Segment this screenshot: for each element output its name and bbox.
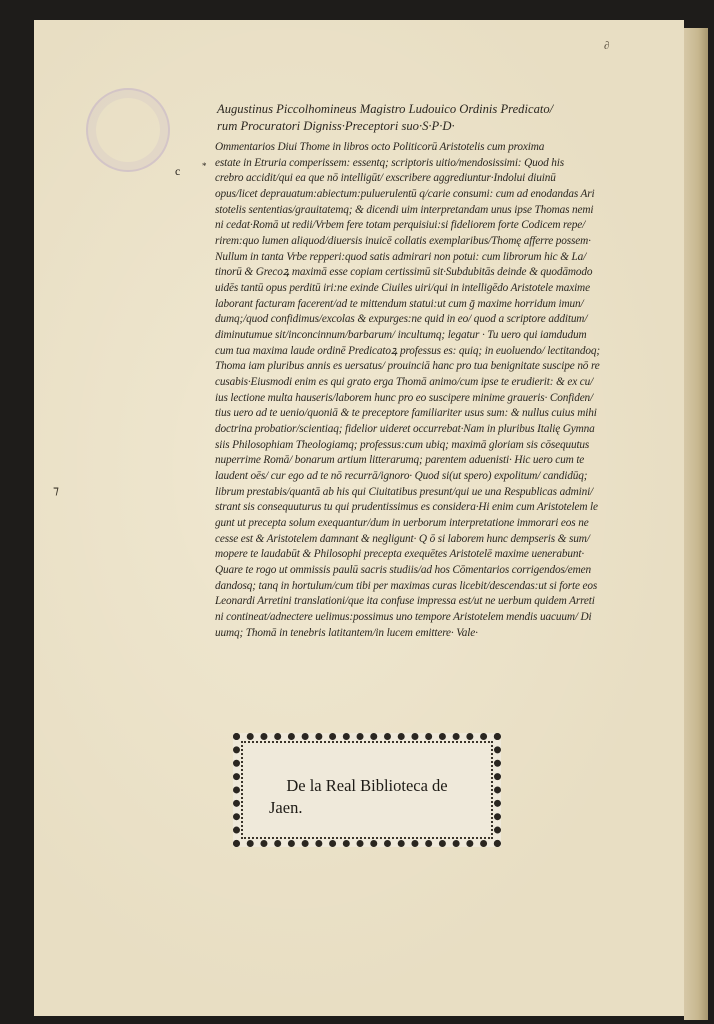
text-line: nuperrime Romā/ bonarum artium litterarumq; parentem aduenisti· Hic uero cum te: [215, 454, 585, 467]
folio-mark: ∂: [604, 40, 610, 52]
text-line: ni contineat/adnectere uelimus:possimus uno tempore Aristotelem mendis uacuum/ Di: [215, 611, 592, 624]
dedication-heading: [217, 101, 607, 135]
text-line: estate in Etruria comperissem: essentq; scriptoris uitio/mendosissimi: Quod his: [215, 156, 565, 169]
label-text: [233, 775, 501, 819]
text-line: Ommentarios Diui Thome in libros octo Politicorū Aristotelis cum proxima: [215, 141, 545, 153]
text-line: doctrina probatior/scientiaq; fidelior uideret occurrebat·Nam in pluribus Italię Gymna: [215, 423, 595, 436]
library-ownership-label: [233, 733, 501, 847]
label-line-1: De la Real Biblioteca de: [286, 776, 448, 795]
text-line: ni cedat·Romā ut redii/Vrbem fere totam perquisiui:si fideliorem forte Codicem repe/: [215, 219, 586, 232]
text-line: stotelis sententias/grauitatemq; & dicendi uim interpretandam unus ipse Thomas nemi: [215, 203, 594, 216]
heading-line-1: Augustinus Piccolhomineus Magistro Ludouico Ordinis Predicato/: [217, 102, 554, 116]
initial-guide-letter: c: [175, 164, 181, 178]
text-line: Quare te rogo ut ommissis paulū sacris studiis/ad hos Cōmentarios corrigendos/emen: [215, 564, 591, 577]
asterisk-mark: *: [202, 161, 207, 171]
text-line: laudent oēs/ cur ego ad te nō recurrā/ignoro· Quod si(ut spero) expolitum/ candidūq;: [215, 470, 588, 483]
text-line: strant sis consequuturus tu qui prudentissimus es considera·Hi enim cum Aristotelem le: [215, 501, 598, 514]
label-line-2: Jaen.: [269, 798, 303, 817]
text-line: laborant facturam facerent/ad te mittendum statui:ut cum ḡ maxime horridum imun/: [215, 297, 584, 310]
text-line: mopere te laudabūt & Philosophi precepta exequētes Aristotelē maxime uenerabunt·: [215, 548, 585, 561]
text-line: Thoma iam pluribus annis es uersatus/ prouinciā hanc pro tua benignitate suscipe nō re: [215, 360, 600, 373]
text-line: cusabis·Eiusmodi enim es qui grato erga Thomā animo/cum ipse te erudierit: & ex cu/: [215, 376, 594, 389]
text-line: cum tua maxima laude ordinē Predicatoꝝ professus es: quiq; in euoluendo/ lectitandoq;: [215, 344, 601, 357]
letter-body: [215, 140, 607, 642]
text-line: rirem:quo lumen aliquod/diuersis inuicē collatis exemplaribus/Thomę afferre possem·: [215, 235, 591, 248]
text-line: uumq; Thomā in tenebris latitantem/in lucem emittere· Vale·: [215, 626, 478, 639]
text-line: siis Philosophiam Theologiamq; professus:cum ubiq; maximā gloriam sis cōsequutus: [215, 438, 590, 451]
text-line: ius lectione multa hauseris/laborem hunc pro eo suscipere minime graueris· Confiden/: [215, 391, 594, 404]
text-line: Nullum in tanta Vrbe repperi:quod satis admirari non potui: cum librorum hic & La/: [215, 250, 587, 263]
text-line: opus/licet deprauatum:abiectum:puluerulentū q/carie consumi: cum ad enodandas Ari: [215, 188, 595, 201]
text-line: dandosq; tanq in hortulum/cum tibi per maximas curas licebit/descendas:ut si forte eos: [215, 579, 598, 592]
text-line: crebro accidit/qui ea que nō intelligūt/ exscribere aggrediuntur·Indolui diuinū: [215, 172, 556, 185]
text-line: diminutumue sit/inconcinnum/barbarum/ incultumq; legatur · Tu uero qui iamdudum: [215, 329, 587, 342]
text-line: cesse est & Aristotelem damnant & negligunt· Q ō si laborem hunc dempseris & sum/: [215, 532, 590, 545]
text-line: uidēs tantū opus perditū iri:ne exinde Ciuiles uiri/qui in intelligēdo Aristotele maxime: [215, 282, 590, 295]
marginal-mark: ⁊: [53, 483, 59, 497]
text-line: dumq;/quod confidimus/excolas & expurges:ne quid in eo/ quod a scriptore additum/: [215, 313, 588, 326]
text-line: tius uero ad te uenio/quoniā & te preceptore familiariter usus sum: & nullus cuius mihi: [215, 407, 597, 420]
adjacent-page-edge: [684, 28, 708, 1020]
text-line: tinorū & Grecoꝝ maximā esse copiam certissimū sit·Subdubitās deinde & quodāmodo: [215, 266, 593, 279]
text-line: Leonardi Arretini translationi/que ita confuse impressa est/ut ne uerbum quidem Arreti: [215, 595, 595, 608]
library-seal-stamp: [86, 88, 170, 172]
heading-line-2: rum Procuratori Digniss·Preceptori suo·S·P·D·: [217, 119, 455, 133]
text-line: gunt ut precepta solum exequantur/dum in uerborum interpretatione immorari eos ne: [215, 517, 589, 530]
text-line: librum prestabis/quantā ab his qui Ciuitatibus presunt/qui ue una Respublicas admini/: [215, 485, 594, 498]
